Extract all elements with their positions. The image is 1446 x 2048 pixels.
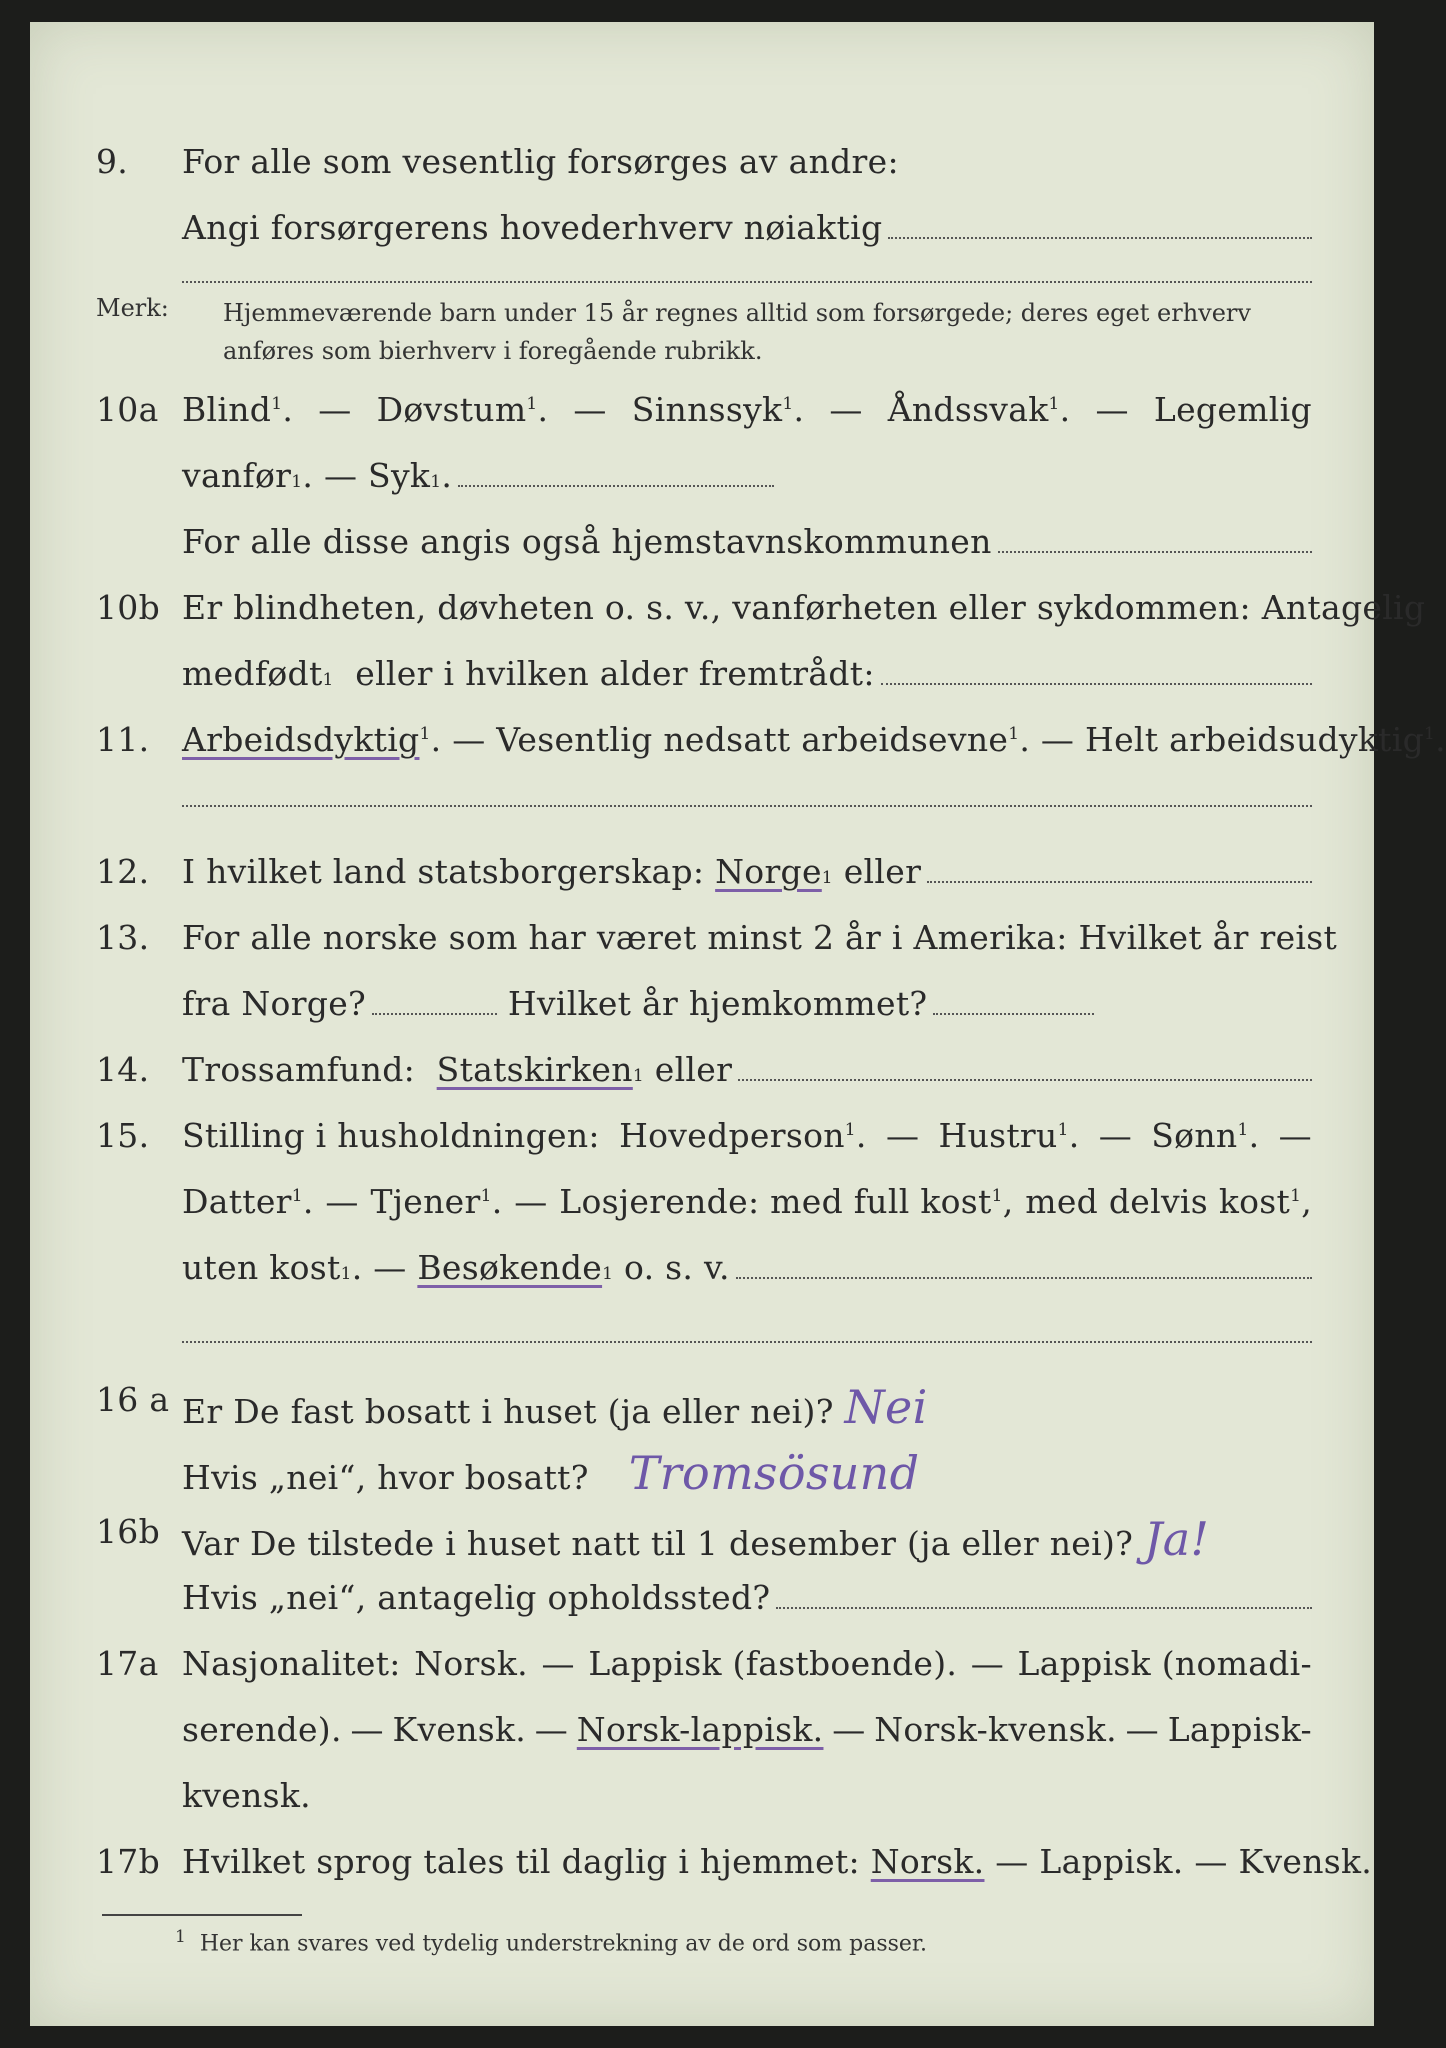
q10b-row-2: medfødt 1 eller i hvilken alder fremtrådt:	[30, 654, 1374, 720]
q15-number: 15.	[96, 1116, 150, 1155]
q16b-question: Var De tilstede i huset natt til 1 desember (ja eller nei)?	[182, 1524, 1134, 1563]
q10a-row-2: vanfør 1 . — Syk 1 .	[30, 456, 1374, 522]
q10b-row-1	[30, 588, 1426, 654]
footnote-mark: 1	[175, 1927, 186, 1947]
q17a-lappisk-fast: Lappisk (fastboende).	[588, 1644, 958, 1683]
q10a-row-1: 10a Blind$^1$. — Døvstum$^1$. — Sinnssyk$^1$. — Åndssvak$^1$. — Legemlig	[96, 390, 1312, 429]
q16a-answer-nei: Nei	[844, 1380, 928, 1434]
q15-hovedperson: Hovedperson	[619, 1116, 845, 1155]
q10a-hjemstavn: For alle disse angis også hjemstavnskommunen	[182, 522, 992, 561]
q10a-hjemstavn-line	[998, 523, 1312, 553]
q16b-opholdssted-label: Hvis „nei“, antagelig opholdssted?	[182, 1578, 771, 1617]
q15-label: Stilling i husholdningen:	[182, 1116, 600, 1155]
q17b-norsk: Norsk.	[870, 1842, 985, 1881]
q14-number: 14.	[96, 1050, 150, 1089]
q10b-answer-line	[881, 655, 1312, 685]
q16b-number: 16b	[96, 1512, 161, 1551]
q15-datter: Datter	[182, 1182, 292, 1221]
q10a-syk-line	[458, 457, 774, 487]
q10a-legemlig: Legemlig	[1153, 390, 1312, 429]
q10a-andssvak: Åndssvak	[887, 390, 1049, 429]
census-form-page	[30, 22, 1446, 2026]
q10a-vanfor: vanfør	[182, 456, 292, 495]
q13-reist: fra Norge?	[182, 984, 367, 1023]
q15-row-3: uten kost 1 . — Besøkende 1 o. s. v.	[30, 1248, 1374, 1314]
q17a-number: 17a	[96, 1644, 159, 1683]
q15-row-1: 15. Stilling i husholdningen: Hovedperson$^1$. — Hustru$^1$. — Sønn$^1$. —	[96, 1116, 1312, 1155]
q16b-answer-ja: Ja!	[1143, 1512, 1210, 1566]
q11-number: 11.	[96, 720, 150, 759]
q11-udyktig: Helt arbeidsudyktig	[1085, 720, 1425, 759]
q10a-dovstum: Døvstum	[376, 390, 527, 429]
q12-number: 12.	[96, 852, 150, 891]
q15-delvis-kost: med delvis kost	[1025, 1182, 1291, 1221]
q16a-row-1	[30, 1380, 1374, 1446]
q15-uten-kost: uten kost	[182, 1248, 341, 1287]
q17a-serende: serende).	[182, 1710, 342, 1749]
merk-text: Hjemmeværende barn under 15 år regnes alltid som forsørgede; deres eget erhverv anføres som bierhverv i foregående rubrikk.	[223, 299, 1251, 365]
footnote-text: Her kan svares ved tydelig understrekning av de ord som passer.	[199, 1931, 928, 1957]
footnote	[175, 1927, 927, 1956]
q17b-label: Hvilket sprog tales til daglig i hjemmet:	[182, 1842, 860, 1881]
q16b-row-1	[30, 1512, 1374, 1578]
q16b-row-2	[30, 1578, 1374, 1644]
q9-line-1: For alle som vesentlig forsørges av andre:	[182, 142, 899, 181]
q14-row: 14. Trossamfund: Statskirken 1 eller	[30, 1050, 1374, 1116]
q13-hjemkommet-line	[933, 985, 1094, 1015]
q9-number: 9.	[96, 142, 129, 181]
q10a-blind: Blind	[182, 390, 272, 429]
q12-row: 12. I hvilket land statsborgerskap: Norge 1 eller	[30, 852, 1374, 918]
q14-answer-line	[738, 1051, 1312, 1081]
q13-row-2	[30, 984, 1374, 1050]
q17a-lappisk-kvensk: Lappisk-	[1167, 1710, 1312, 1749]
q17b-lappisk: Lappisk.	[1039, 1842, 1184, 1881]
q14-eller: eller	[654, 1050, 733, 1089]
q12-eller: eller	[843, 852, 922, 891]
q15-tjener: Tjener	[370, 1182, 481, 1221]
q13-number: 13.	[96, 918, 150, 957]
q13-reist-line	[372, 985, 497, 1015]
q15-extra-line	[182, 1340, 1312, 1343]
q17b-number: 17b	[96, 1842, 161, 1881]
q9-row-2	[30, 208, 1374, 274]
q15-osv: o. s. v.	[624, 1248, 730, 1287]
q17a-norsk: Norsk.	[414, 1644, 528, 1683]
q10b-line-1: Er blindheten, døvheten o. s. v., vanførheten eller sykdommen: Antagelig	[182, 588, 1426, 627]
q16a-question: Er De fast bosatt i huset (ja eller nei)?	[182, 1392, 834, 1431]
q15-sonn: Sønn	[1151, 1116, 1238, 1155]
q14-label: Trossamfund:	[182, 1050, 416, 1089]
q11-row: 11. Arbeidsdyktig$^1$. — Vesentlig nedsatt arbeidsevne$^1$. — Helt arbeidsudyktig$^1$.	[96, 720, 1446, 759]
q15-besokende: Besøkende	[417, 1248, 603, 1287]
q15-answer-line	[736, 1249, 1312, 1279]
q10a-number: 10a	[96, 390, 159, 429]
q13-row-1	[30, 918, 1374, 984]
q17a-row-2: serende). — Kvensk. — Norsk-lappisk. — Norsk-kvensk. — Lappisk-	[182, 1710, 1312, 1749]
q11-extra-line	[182, 804, 1312, 807]
q17a-kvensk: Kvensk.	[392, 1710, 527, 1749]
q10b-medfodt: medfødt	[182, 654, 323, 693]
q10a-syk: Syk	[368, 456, 431, 495]
q16a-number: 16 a	[96, 1380, 170, 1419]
q9-row-1	[30, 142, 1374, 208]
q15-row-2: Datter$^1$. — Tjener$^1$. — Losjerende: med full kost$^1$, med delvis kost$^1$,	[182, 1182, 1312, 1221]
q17a-row-1: 17a Nasjonalitet: Norsk. — Lappisk (fastboende). — Lappisk (nomadi-	[96, 1644, 1312, 1683]
q17a-norsk-kvensk: Norsk-kvensk.	[874, 1710, 1117, 1749]
q12-norge: Norge	[715, 852, 822, 891]
q17a-row-3	[30, 1776, 1374, 1842]
q9-answer-line	[888, 209, 1312, 239]
q12-answer-line	[927, 853, 1312, 883]
q10b-alder: eller i hvilken alder fremtrådt:	[355, 654, 875, 693]
q16a-bosatt-label: Hvis „nei“, hvor bosatt?	[182, 1458, 589, 1497]
q11-nedsatt: Vesentlig nedsatt arbeidsevne	[496, 720, 1009, 759]
footnote-rule	[102, 1914, 302, 1916]
q15-losjerende-full: Losjerende: med full kost	[559, 1182, 992, 1221]
q16a-answer-bosatt: Tromsösund	[628, 1446, 920, 1500]
merk-label: Merk:	[96, 294, 169, 322]
q10b-number: 10b	[96, 588, 161, 627]
q17a-label: Nasjonalitet:	[182, 1644, 401, 1683]
q17a-kvensk-end: kvensk.	[182, 1776, 311, 1815]
q17b-row: 17b Hvilket sprog tales til daglig i hjemmet: Norsk. — Lappisk. — Kvensk.	[96, 1842, 1373, 1881]
q10a-row-3	[30, 522, 1374, 588]
q12-label: I hvilket land statsborgerskap:	[182, 852, 705, 891]
q9-line-2: Angi forsørgerens hovederhverv nøiaktig	[182, 208, 883, 247]
q17b-kvensk: Kvensk.	[1238, 1842, 1373, 1881]
q16b-answer-line	[776, 1579, 1312, 1609]
q11-arbeidsdyktig: Arbeidsdyktig	[182, 720, 420, 759]
q15-hustru: Hustru	[938, 1116, 1058, 1155]
q9-extra-line	[182, 280, 1312, 283]
q16a-row-2	[30, 1446, 1374, 1512]
q10a-sinnssyk: Sinnssyk	[631, 390, 783, 429]
q13-hjemkommet: Hvilket år hjemkommet?	[507, 984, 928, 1023]
q14-statskirken: Statskirken	[436, 1050, 633, 1089]
q17a-norsk-lappisk: Norsk-lappisk.	[576, 1710, 824, 1749]
q17a-lappisk-nomadi: Lappisk (nomadi-	[1017, 1644, 1312, 1683]
q13-line-1: For alle norske som har været minst 2 år i Amerika: Hvilket år reist	[182, 918, 1338, 957]
